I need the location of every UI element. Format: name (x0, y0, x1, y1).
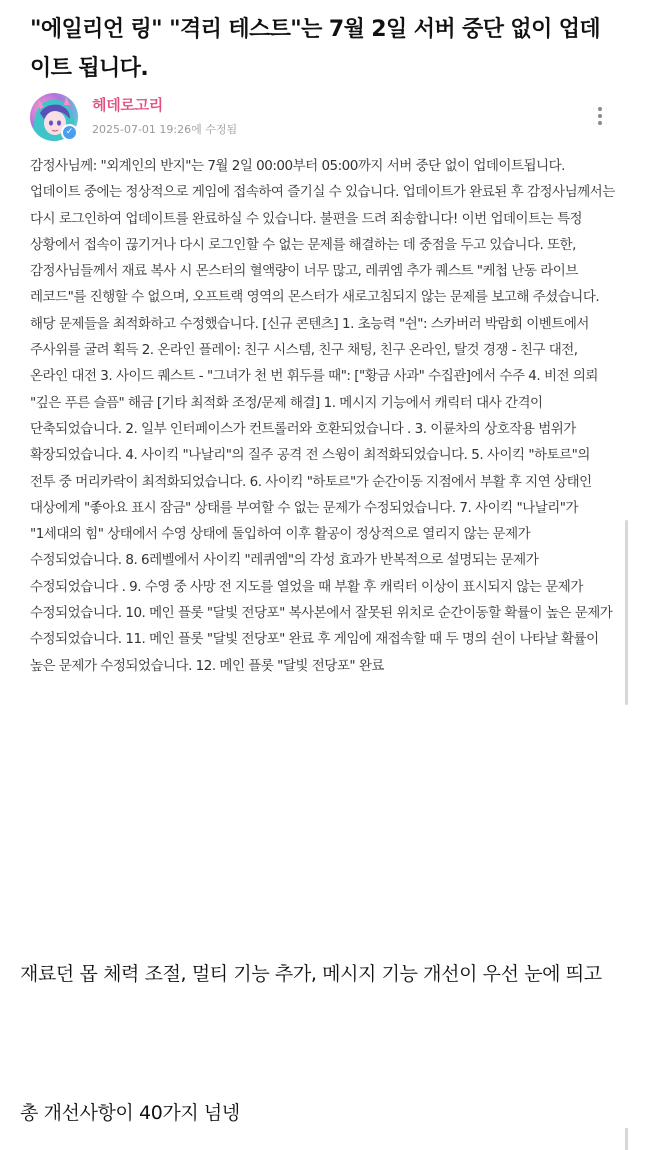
caption-line-1: 재료던 몹 체력 조절, 멀티 기능 추가, 메시지 기능 개선이 우선 눈에 띄고 (20, 963, 602, 985)
verified-check-icon: ✓ (61, 124, 78, 141)
post-body: 감정사님께: "외계인의 반지"는 7월 2일 00:00부터 05:00까지 서버 중단 없이 업데이트됩니다. 업데이트 중에는 정상적으로 게임에 접속하여 즐기실 수 있습니다. 업데이트가 완료된 후 감정사님께서는 다시 로그인하여 업데이트를 완료하실 수 있습니다. 불편을 드려 죄송합니다! 이번 업데이트는 특정 상황에서 접속이 끊기거나 다시 로그인할 수 없는 문제를 해결하는 데 중점을 두고 있습니다. 또한, 감정사님들께서 재료 복사 시 몬스터의 혈액량이 너무 많고, 레퀴엠 추가 퀘스트 "케첩 난동 라이브 레코드"를 진행할 수 없으며, 오프트랙 영역의 몬스터가 새로고침되지 않는 문제를 보고해 주셨습니다. 해당 문제들을 최적화하고 수정했습니다. [신규 콘텐츠] 1. 초능력 "쉰": 스카버러 박람회 이벤트에서 주사위를 굴려 획득 2. 온라인 플레이: 친구 시스템, 친구 채팅, 친구 온라인, 탈것 경쟁 - 친구 대전, 온라인 대전 3. 사이드 퀘스트 - "그녀가 천 번 휘두를 때": ["황금 사과" 수집관]에서 수주 4. 비전 의뢰 "깊은 푸른 슬픔" 해금 [기타 최적화 조정/문제 해결] 1. 메시지 기능에서 캐릭터 대사 간격이 단축되었습니다. 2. 일부 인터페이스가 컨트롤러와 호환되었습니다 . 3. 이륜차의 상호작용 범위가 확장되었습니다. 4. 사이킥 "나날리"의 질주 공격 전 스윙이 최적화되었습니다. 5. 사이킥 "하토르"의 전투 중 머리카락이 최적화되었습니다. 6. 사이킥 "하토르"가 순간이동 지점에서 부활 후 지연 상태인 대상에게 "좋아요 표시 잠금" 상태를 부여할 수 없는 문제가 수정되었습니다. 7. 사이킥 "나날리"가 "1세대의 힘" 상태에서 수영 상태에 돌입하여 이후 활공이 정상적으로 열리지 않는 문제가 수정되었습니다. 8. 6레벨에서 사이킥 "레퀴엠"의 각성 효과가 반복적으로 설명되는 문제가 수정되었습니다 . 9. 수영 중 사망 전 지도를 열었을 때 부활 후 캐릭터 이상이 표시되지 않는 문제가 수정되었습니다. 10. 메인 플롯 "달빛 전당포" 복사본에서 잘못된 위치로 순간이동할 확률이 높은 문제가 수정되었습니다. 11. 메인 플롯 "달빛 전당포" 완료 후 게임에 재접속할 때 두 명의 쉰이 나타날 확률이 높은 문제가 수정되었습니다. 12. 메인 플롯 "달빛 전당포" 완료 (30, 158, 615, 674)
post-title: "에일리언 링" "격리 테스트"는 7월 2일 서버 중단 없이 업데이트 됩니다. (30, 17, 601, 81)
author-row (30, 93, 620, 145)
author-name[interactable]: 헤데로고리 (92, 96, 163, 114)
caption-line-2: 총 개선사항이 40가지 넘넹 (20, 1102, 240, 1124)
post-timestamp: 2025-07-01 19:26에 수정됨 (92, 123, 238, 136)
scrollbar[interactable] (625, 520, 628, 705)
more-vertical-icon[interactable] (594, 105, 606, 129)
scrollbar-bottom[interactable] (625, 1128, 628, 1150)
